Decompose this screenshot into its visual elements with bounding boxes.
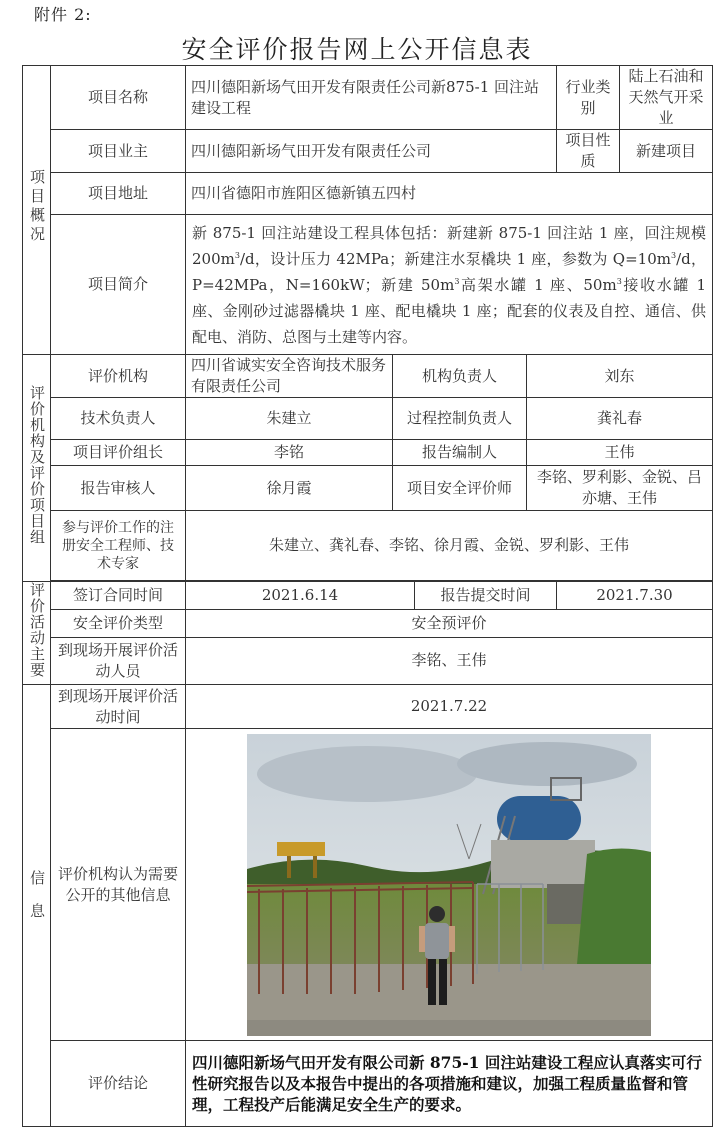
label-summary: 项目简介: [51, 215, 186, 355]
head: 刘东: [527, 355, 713, 398]
process: 龚礼春: [527, 398, 713, 440]
industry: 陆上石油和天然气开采业: [620, 66, 713, 130]
time: 2021.7.22: [186, 685, 713, 729]
label-owner: 项目业主: [51, 130, 186, 173]
page-title: 安全评价报告网上公开信息表: [181, 35, 533, 64]
label-conclusion: 评价结论: [51, 1041, 186, 1127]
submit: 2021.7.30: [557, 582, 713, 610]
evaluator: 李铭、罗利影、金锐、吕亦塘、王伟: [527, 466, 713, 511]
info-table: [22, 65, 713, 1127]
conclusion: 四川德阳新场气田开发有限公司新 875-1 回注站建设工程应认真落实可行性研究报告以及本报告中提出的各项措施和建议，加强工程质量监督和管理，工程投产后能满足安全生产的要求。: [186, 1041, 713, 1127]
site-photo: [247, 734, 651, 1036]
attachment-label: 附件 2:: [34, 5, 92, 24]
section-agency: 评价机构及评价项目组: [23, 355, 51, 582]
type: 安全预评价: [186, 609, 713, 637]
section-info: 信息: [23, 685, 51, 1127]
label-process: 过程控制负责人: [393, 398, 527, 440]
label-head: 机构负责人: [393, 355, 527, 398]
section-overview: 项目概况: [23, 66, 51, 355]
leader: 李铭: [186, 440, 393, 466]
label-address: 项目地址: [51, 173, 186, 215]
label-engineers: 参与评价工作的注册安全工程师、技术专家: [51, 511, 186, 581]
label-type: 安全评价类型: [51, 609, 186, 637]
label-author: 报告编制人: [393, 440, 527, 466]
summary: 新 875-1 回注站建设工程具体包括：新建新 875-1 回注站 1 座，回注规模 $200m^3/d$，设计压力 42MPa；新建注水泵橇块 1 座，参数为 $Q=10m^3/d$，P=42MPa，N=160kW；新建 $50m^3$高架水罐 1 座、$50m^3$接收水罐 1 座、金刚砂过滤器橇块 1 座、配电橇块 1 座；配套的仪表及自控、通信、供配电、消防、总图与土建等内容。: [186, 215, 713, 355]
label-leader: 项目评价组长: [51, 440, 186, 466]
section-activity: 评价活动主要: [23, 582, 51, 685]
label-time: 到现场开展评价活动时间: [51, 685, 186, 729]
label-submit: 报告提交时间: [415, 582, 557, 610]
label-other: 评价机构认为需要公开的其他信息: [51, 729, 186, 1041]
nature: 新建项目: [620, 130, 713, 173]
engineers: 朱建立、龚礼春、李铭、徐月霞、金锐、罗利影、王伟: [186, 511, 713, 581]
author: 王伟: [527, 440, 713, 466]
project-name: 四川德阳新场气田开发有限责任公司新875-1 回注站建设工程: [186, 66, 557, 130]
label-project-name: 项目名称: [51, 66, 186, 130]
sign: 2021.6.14: [186, 582, 415, 610]
label-industry: 行业类别: [557, 66, 620, 130]
org: 四川省诚实安全咨询技术服务有限责任公司: [186, 355, 393, 398]
photo-cell: [186, 729, 713, 1041]
label-evaluator: 项目安全评价师: [393, 466, 527, 511]
reviewer: 徐月霞: [186, 466, 393, 511]
label-nature: 项目性质: [557, 130, 620, 173]
owner: 四川德阳新场气田开发有限责任公司: [186, 130, 557, 173]
label-sign: 签订合同时间: [51, 582, 186, 610]
label-staff: 到现场开展评价活动人员: [51, 637, 186, 684]
label-reviewer: 报告审核人: [51, 466, 186, 511]
label-org: 评价机构: [51, 355, 186, 398]
tech: 朱建立: [186, 398, 393, 440]
label-tech: 技术负责人: [51, 398, 186, 440]
address: 四川省德阳市旌阳区德新镇五四村: [186, 173, 713, 215]
staff: 李铭、王伟: [186, 637, 713, 684]
